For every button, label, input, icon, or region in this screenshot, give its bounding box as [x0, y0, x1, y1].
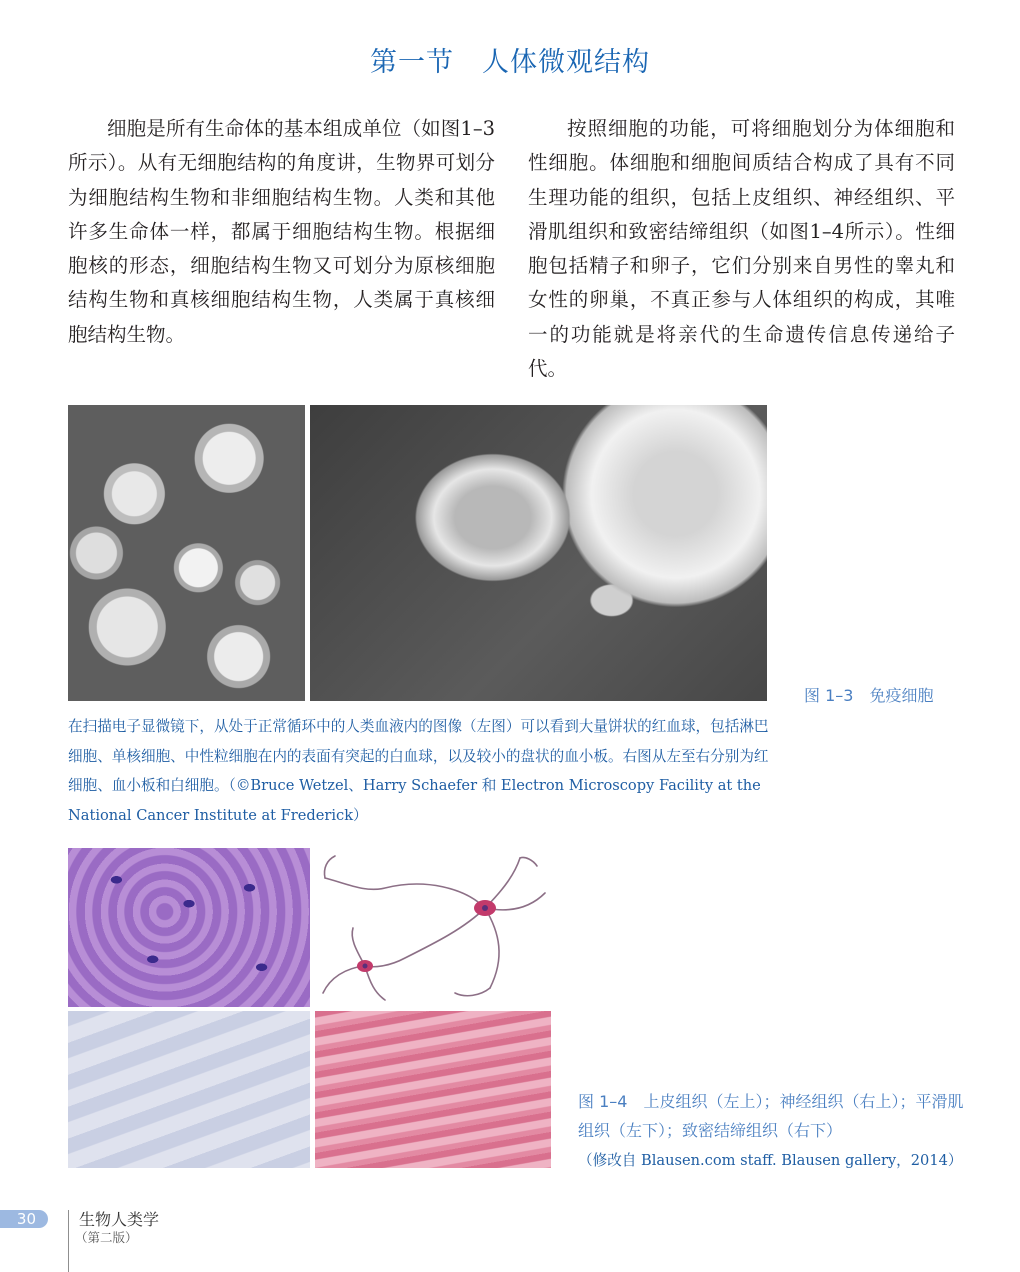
page-number: 30 — [0, 1210, 48, 1228]
section-heading: 人体微观结构 — [482, 47, 650, 78]
smooth-muscle-tissue-photo — [68, 1011, 310, 1168]
nerve-tissue-photo — [315, 848, 551, 1007]
book-edition: （第二版） — [75, 1230, 138, 1245]
figure-1-4-source: （修改自 Blausen.com staff. Blausen gallery，2014） — [578, 1152, 963, 1169]
section-title — [0, 40, 1020, 79]
blood-cells-sem-right-photo — [310, 405, 767, 701]
section-number: 第一节 — [370, 47, 454, 78]
paragraph-right: 按照细胞的功能，可将细胞划分为体细胞和性细胞。体细胞和细胞间质结合构成了具有不同生理功能的组织，包括上皮组织、神经组织、平滑肌组织和致密结缔组织（如图1–4所示）。性细胞包括精子和卵子，它们分别来自男性的睾丸和女性的卵巢，不真正参与人体组织的构成，其唯一的功能就是将亲代的生命遗传信息传递给子代。 — [528, 117, 955, 381]
epithelial-tissue-photo — [68, 848, 310, 1007]
dense-connective-tissue-photo — [315, 1011, 551, 1168]
figure-1-4-caption: 图 1–4 上皮组织（左上）；神经组织（右上）；平滑肌组织（左下）；致密结缔组织（右下） — [578, 1092, 964, 1140]
figure-1-3-label: 图 1–3 免疫细胞 — [804, 686, 934, 705]
paragraph-left: 细胞是所有生命体的基本组成单位（如图1–3所示）。从有无细胞结构的角度讲，生物界可划分为细胞结构生物和非细胞结构生物。人类和其他许多生命体一样，都属于细胞结构生物。根据细胞核的形态，细胞结构生物又可划分为原核细胞结构生物和真核细胞结构生物，人类属于真核细胞结构生物。 — [68, 117, 495, 346]
figure-1-3-caption: 在扫描电子显微镜下，从处于正常循环中的人类血液内的图像（左图）可以看到大量饼状的红血球，包括淋巴细胞、单核细胞、中性粒细胞在内的表面有突起的白血球，以及较小的盘状的血小板。右图从左至右分别为红细胞、血小板和白细胞。（©Bruce Wetzel、Harry Schaefer 和 Electron Microscopy Facility at the National Cancer Institute at Frederick） — [68, 718, 769, 824]
footer-divider — [68, 1210, 69, 1272]
blood-cells-sem-left-photo — [68, 405, 305, 701]
neuron-illustration — [315, 848, 551, 1007]
book-title: 生物人类学 — [79, 1210, 160, 1229]
